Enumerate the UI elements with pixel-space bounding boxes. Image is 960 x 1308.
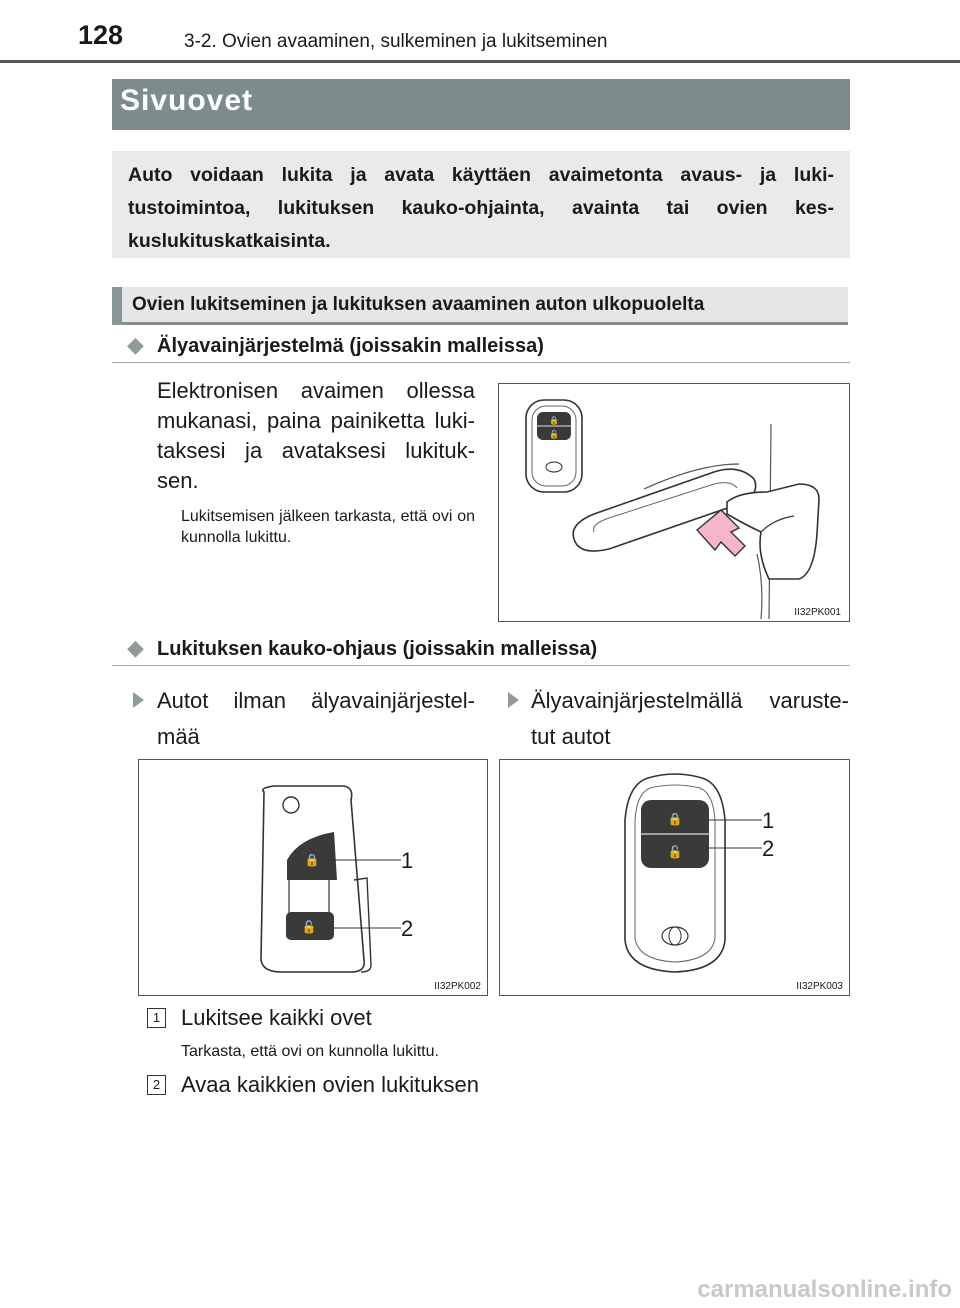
callout-1: 1 — [401, 848, 414, 873]
callout-2: 2 — [762, 836, 775, 861]
flip-key-illustration — [139, 760, 487, 995]
smart-key-illustration — [500, 760, 849, 995]
figure-door-handle — [498, 383, 850, 622]
item-number-1: 1 — [147, 1008, 166, 1028]
item-number-2: 2 — [147, 1075, 166, 1095]
door-handle-illustration — [499, 384, 849, 621]
header-rule — [0, 60, 960, 63]
svg-text:🔒: 🔒 — [667, 812, 683, 826]
svg-text:🔒: 🔒 — [549, 416, 559, 425]
figure-code: II32PK001 — [794, 607, 841, 618]
watermark: carmanualsonline.info — [697, 1276, 952, 1303]
svg-text:🔓: 🔓 — [549, 430, 559, 439]
item-1-note: Tarkasta, että ovi on kunnolla lukittu. — [181, 1043, 439, 1060]
smart-key-text: Elektronisen avaimen ollessa mukanasi, paina painiketta luki-taksesi ja avataksesi lukituk-sen. — [157, 378, 475, 493]
triangle-bullet-icon — [508, 692, 519, 708]
diamond-icon: ◆ — [127, 332, 144, 357]
chapter-title: 3-2. Ovien avaaminen, sulkeminen ja lukitseminen — [184, 31, 608, 52]
item-2-text: Avaa kaikkien ovien lukituksen — [181, 1072, 479, 1097]
figure-code: II32PK003 — [796, 981, 843, 992]
subsection-heading-stripe — [112, 287, 122, 325]
figure-smart-key — [499, 759, 850, 996]
remote-rule — [112, 665, 850, 666]
svg-text:🔓: 🔓 — [301, 920, 317, 934]
smart-key-rule — [112, 362, 850, 363]
remote-col1-heading: Autot ilman älyavainjärjestel-mää — [157, 688, 475, 749]
callout-1: 1 — [762, 808, 775, 833]
triangle-bullet-icon — [133, 692, 144, 708]
remote-col2-heading: Älyavainjärjestelmällä varuste-tut autot — [531, 688, 849, 749]
svg-text:🔒: 🔒 — [304, 853, 320, 867]
svg-text:🔓: 🔓 — [667, 845, 683, 859]
remote-title: Lukituksen kauko-ohjaus (joissakin malleissa) — [157, 638, 598, 660]
section-title: Sivuovet — [120, 84, 254, 117]
intro-text: Auto voidaan lukita ja avata käyttäen avaimetonta avaus- ja luki-tustoimintoa, lukituksen kauko-ohjainta, avainta tai ovien kes-kuslukituskatkaisinta. — [128, 164, 834, 252]
callout-2: 2 — [401, 916, 414, 941]
smart-key-title: Älyavainjärjestelmä (joissakin malleissa) — [157, 335, 544, 357]
page-number: 128 — [78, 20, 124, 50]
item-1-text: Lukitsee kaikki ovet — [181, 1005, 372, 1030]
figure-flip-key — [138, 759, 488, 996]
smart-key-note: Lukitsemisen jälkeen tarkasta, että ovi on kunnolla lukittu. — [181, 508, 475, 546]
diamond-icon: ◆ — [127, 635, 144, 660]
subsection-heading: Ovien lukitseminen ja lukituksen avaaminen auton ulkopuolelta — [132, 294, 705, 315]
figure-code: II32PK002 — [434, 981, 481, 992]
